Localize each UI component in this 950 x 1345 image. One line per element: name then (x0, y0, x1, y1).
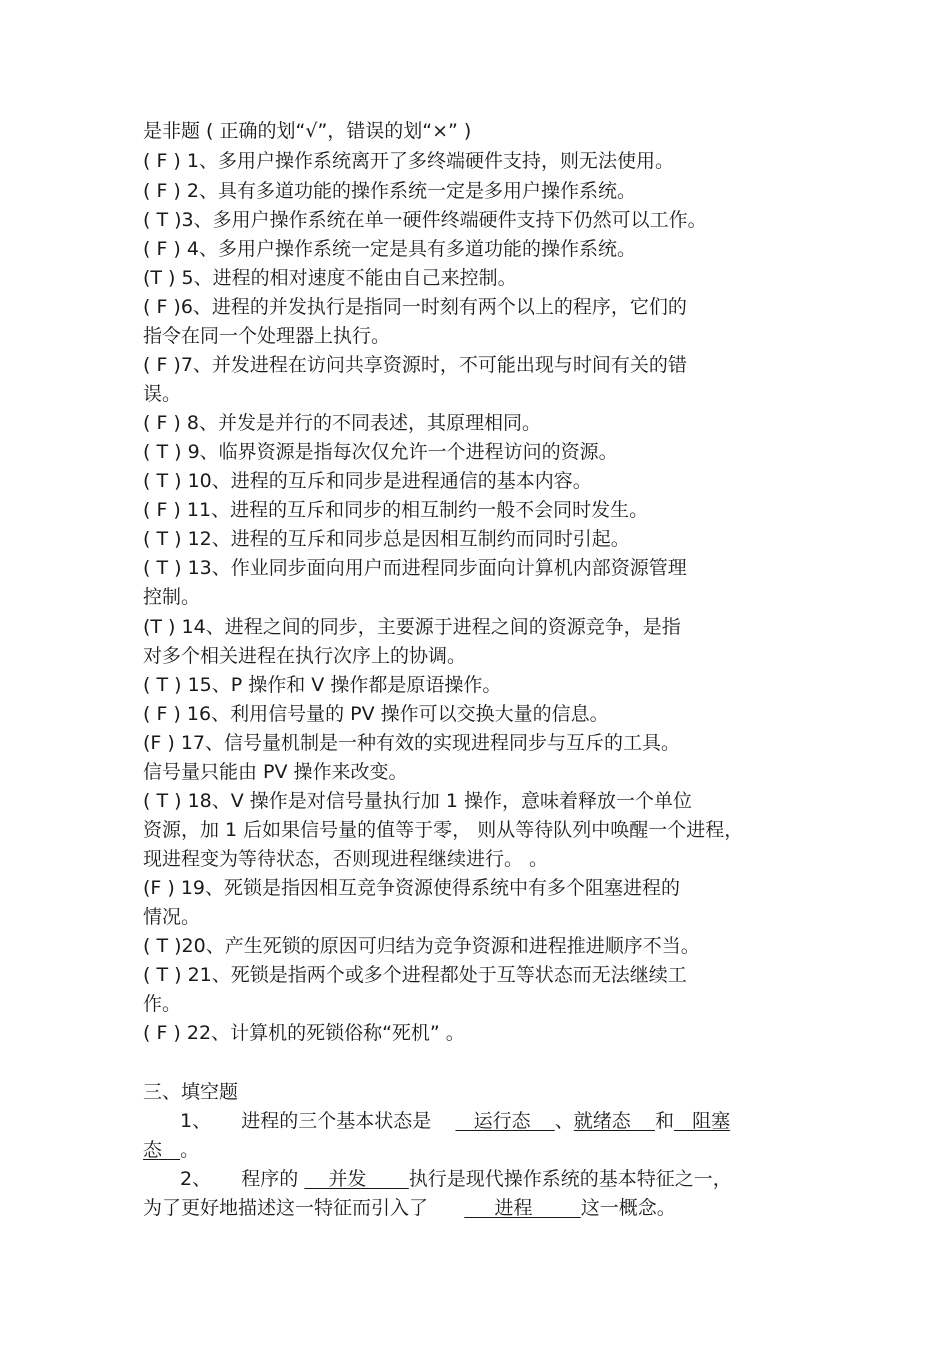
list-item (143, 786, 823, 816)
question-text: 4、多用户操作系统一定是具有多道功能的操作系统。 (186, 238, 636, 260)
section-heading-fill-blank: 三、填空题 (143, 1081, 239, 1103)
answer-mark: ( F ) (143, 1022, 181, 1044)
fill-question-2 (180, 1164, 820, 1194)
list-item (143, 670, 823, 700)
question-text-continued: 误。 (143, 383, 182, 405)
question-text: 15、P 操作和 V 操作都是原语操作。 (187, 674, 502, 696)
question-text: 6、进程的并发执行是指同一时刻有两个以上的程序，它们的 (180, 296, 687, 318)
question-text-continued: 现进程变为等待状态，否则现进程继续进行。 。 (143, 848, 549, 870)
list-item (143, 728, 823, 758)
fill-question-1 (180, 1106, 820, 1136)
question-text: 10、进程的互斥和同步是进程通信的基本内容。 (187, 470, 592, 492)
list-item (143, 437, 823, 467)
question-text: 3、多用户操作系统在单一硬件终端硬件支持下仍然可以工作。 (181, 209, 707, 231)
answer-mark: ( T ) (143, 935, 182, 957)
question-text-continued: 控制。 (143, 586, 201, 608)
answer-mark: (F ) (143, 877, 175, 899)
answer-mark: ( F ) (143, 180, 181, 202)
question-text: 11、进程的互斥和同步的相互制约一般不会同时发生。 (186, 499, 649, 521)
answer-mark: ( F ) (143, 238, 181, 260)
list-item (143, 234, 823, 264)
sentence-end: 。 (180, 1139, 200, 1161)
list-item (143, 524, 823, 554)
answer-blank: 就绪态 (573, 1110, 655, 1132)
separator: 和 (654, 1110, 674, 1132)
question-text: 5、进程的相对速度不能由自己来控制。 (181, 267, 517, 289)
question-text: 2、具有多道功能的操作系统一定是多用户操作系统。 (186, 180, 636, 202)
answer-mark: ( F ) (143, 412, 181, 434)
question-text: 22、计算机的死锁俗称“死机” 。 (186, 1022, 465, 1044)
question-text: 1、多用户操作系统离开了多终端硬件支持，则无法使用。 (186, 150, 674, 172)
answer-mark: ( T ) (143, 470, 182, 492)
answer-mark: ( F ) (143, 354, 181, 376)
answer-mark: ( T ) (143, 790, 182, 812)
section-heading-true-false: 是非题 ( 正确的划“√”，错误的划“×” ) (143, 120, 472, 142)
question-text: 程序的 (241, 1168, 299, 1190)
question-text-continued: 对多个相关进程在执行次序上的协调。 (143, 645, 467, 667)
answer-mark: (T ) (143, 616, 176, 638)
answer-mark: ( T ) (143, 441, 182, 463)
question-text: 13、作业同步面向用户而进程同步面向计算机内部资源管理 (187, 557, 687, 579)
question-text: 17、信号量机制是一种有效的实现进程同步与互斥的工具。 (180, 732, 681, 754)
answer-mark: ( T ) (143, 557, 182, 579)
answer-mark: ( F ) (143, 296, 181, 318)
list-item (143, 960, 823, 990)
question-text: 8、并发是并行的不同表述，其原理相同。 (186, 412, 541, 434)
separator: 、 (554, 1110, 574, 1132)
question-text: 20、产生死锁的原因可归结为竞争资源和进程推进顺序不当。 (181, 935, 700, 957)
list-item (143, 146, 823, 176)
list-item (143, 873, 823, 903)
answer-mark: ( T ) (143, 964, 182, 986)
list-item (143, 292, 823, 322)
question-text: 执行是现代操作系统的基本特征之一， (408, 1168, 732, 1190)
list-item (143, 495, 823, 525)
answer-blank: 态 (143, 1139, 181, 1161)
answer-mark: (T ) (143, 267, 176, 289)
answer-blank: 阻塞 (673, 1110, 731, 1132)
list-item (143, 553, 823, 583)
list-item (143, 408, 823, 438)
question-text-continued: 信号量只能由 PV 操作来改变。 (143, 761, 408, 783)
question-text: 7、并发进程在访问共享资源时，不可能出现与时间有关的错 (180, 354, 687, 376)
answer-mark: ( T ) (143, 674, 182, 696)
answer-mark: ( F ) (143, 150, 181, 172)
answer-mark: ( F ) (143, 703, 181, 725)
answer-mark: ( T ) (143, 528, 182, 550)
question-text-continued: 作。 (143, 993, 182, 1015)
question-text: 为了更好地描述这一特征而引入了 (143, 1197, 429, 1219)
question-text-continued: 指令在同一个处理器上执行。 (143, 325, 391, 347)
question-number: 1、 (180, 1110, 212, 1132)
list-item (143, 1018, 823, 1048)
list-item (143, 205, 823, 235)
answer-mark: ( T ) (143, 209, 182, 231)
fill-question-1-continued (143, 1135, 823, 1165)
question-text-continued: 情况。 (143, 906, 201, 928)
answer-mark: ( F ) (143, 499, 181, 521)
list-item (143, 263, 823, 293)
answer-blank: 进程 (464, 1197, 581, 1219)
fill-question-2-continued (143, 1193, 823, 1223)
list-item (143, 176, 823, 206)
list-item (143, 612, 823, 642)
question-number: 2、 (180, 1168, 212, 1190)
list-item (143, 350, 823, 380)
list-item (143, 931, 823, 961)
answer-blank: 运行态 (455, 1110, 555, 1132)
answer-blank: 并发 (304, 1168, 409, 1190)
question-text: 这一概念。 (580, 1197, 676, 1219)
question-text: 19、死锁是指因相互竞争资源使得系统中有多个阻塞进程的 (180, 877, 681, 899)
question-text: 进程的三个基本状态是 (241, 1110, 432, 1132)
question-text: 21、死锁是指两个或多个进程都处于互等状态而无法继续工 (187, 964, 687, 986)
question-text: 16、利用信号量的 PV 操作可以交换大量的信息。 (186, 703, 609, 725)
list-item (143, 699, 823, 729)
question-text: 18、V 操作是对信号量执行加 1 操作，意味着释放一个单位 (187, 790, 692, 812)
list-item (143, 466, 823, 496)
question-text-continued: 资源，加 1 后如果信号量的值等于零， 则从等待队列中唤醒一个进程， (143, 819, 744, 841)
question-text: 14、进程之间的同步，主要源于进程之间的资源竞争，是指 (181, 616, 681, 638)
question-text: 12、进程的互斥和同步总是因相互制约而同时引起。 (187, 528, 630, 550)
answer-mark: (F ) (143, 732, 175, 754)
question-text: 9、临界资源是指每次仅允许一个进程访问的资源。 (187, 441, 618, 463)
